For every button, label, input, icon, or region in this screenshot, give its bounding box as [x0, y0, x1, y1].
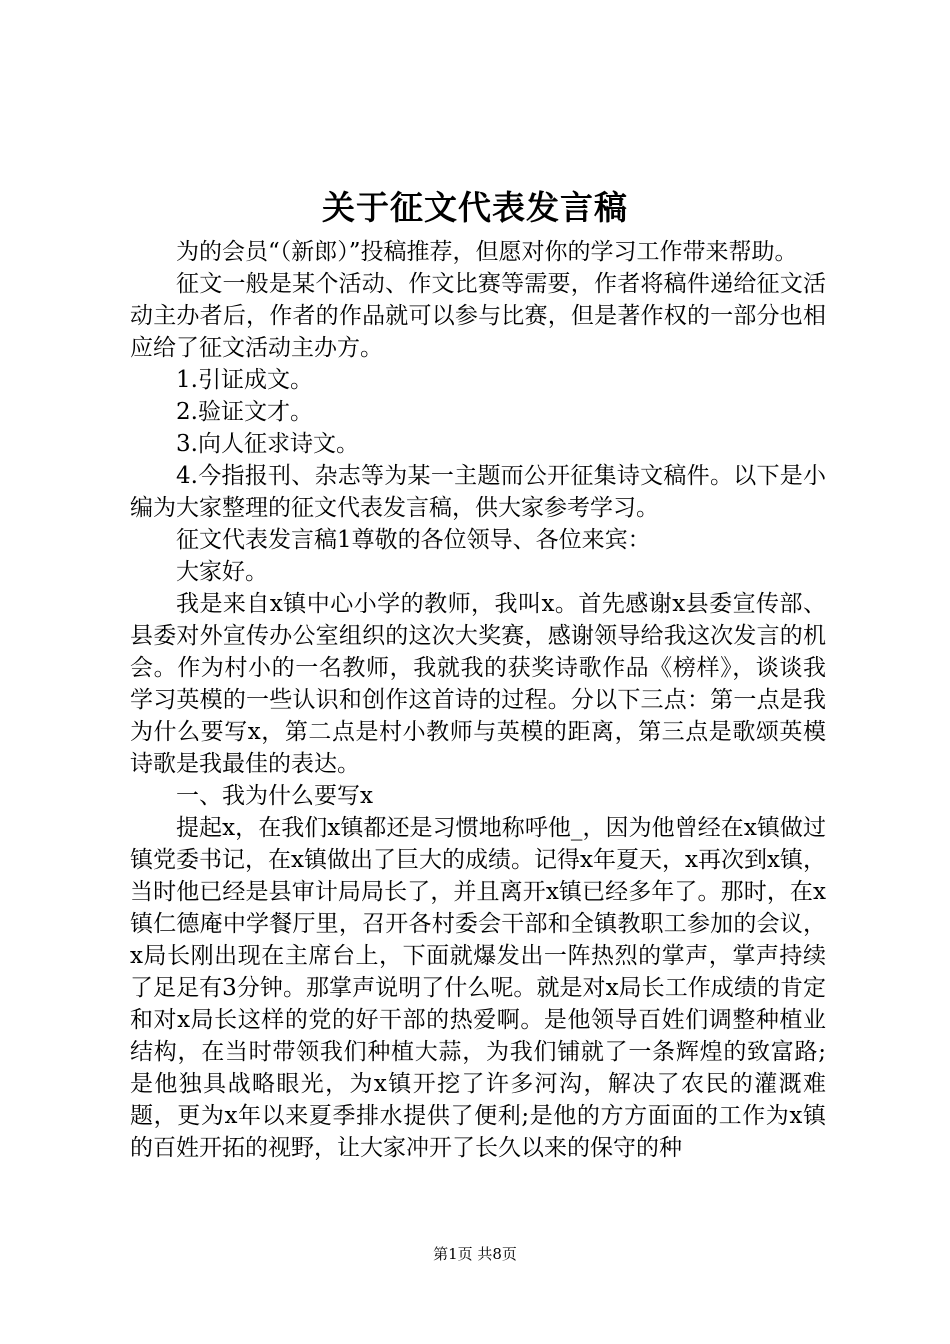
- paragraph: 为的会员“（新郎）”投稿推荐，但愿对你的学习工作带来帮助。: [176, 239, 798, 265]
- section-heading: 一、我为什么要写x: [176, 783, 373, 809]
- list-item: 2.验证文才。: [176, 399, 313, 425]
- paragraph: 提起x，在我们x镇都还是习惯地称呼他_，因为他曾经在x镇做过镇党委书记，在x镇做出了巨大的成绩。记得x年夏天，x再次到x镇，当时他已经是县审计局局长了，并且离开x镇已经多年了。那时，在x镇仁德庵中学餐厅里，召开各村委会干部和全镇教职工参加的会议，x局长刚出现在主席台上，下面就爆发出一阵热烈的掌声，掌声持续了足足有3分钟。那掌声说明了什么呢。就是对x局长工作成绩的肯定和对x局长这样的党的好干部的热爱啊。是他领导百姓们调整种植业结构，在当时带领我们种植大蒜，为我们铺就了一条辉煌的致富路;是他独具战略眼光，为x镇开挖了许多河沟，解决了农民的灌溉难题，更为x年以来夏季排水提供了便利;是他的方方面面的工作为x镇的百姓开拓的视野，让大家冲开了长久以来的保守的种: [130, 815, 826, 1161]
- list-item: 1.引证成文。: [176, 367, 313, 393]
- page-footer: 第1页 共8页: [433, 1245, 517, 1263]
- list-item: 3.向人征求诗文。: [176, 431, 359, 457]
- paragraph: 征文一般是某个活动、作文比赛等需要，作者将稿件递给征文活动主办者后，作者的作品就可以参与比赛，但是著作权的一部分也相应给了征文活动主办方。: [130, 271, 826, 361]
- document-body: [130, 236, 826, 1164]
- paragraph: 我是来自x镇中心小学的教师，我叫x。首先感谢x县委宣传部、县委对外宣传办公室组织的这次大奖赛，感谢领导给我这次发言的机会。作为村小的一名教师，我就我的获奖诗歌作品《榜样》，谈谈我学习英模的一些认识和创作这首诗的过程。分以下三点：第一点是我为什么要写x，第二点是村小教师与英模的距离，第三点是歌颂英模诗歌是我最佳的表达。: [130, 591, 826, 777]
- paragraph: 征文代表发言稿1尊敬的各位领导、各位来宾：: [176, 527, 651, 553]
- paragraph: 大家好。: [176, 559, 268, 585]
- document-title: 关于征文代表发言稿: [322, 188, 628, 227]
- list-item: 4.今指报刊、杂志等为某一主题而公开征集诗文稿件。以下是小编为大家整理的征文代表发言稿，供大家参考学习。: [130, 463, 826, 521]
